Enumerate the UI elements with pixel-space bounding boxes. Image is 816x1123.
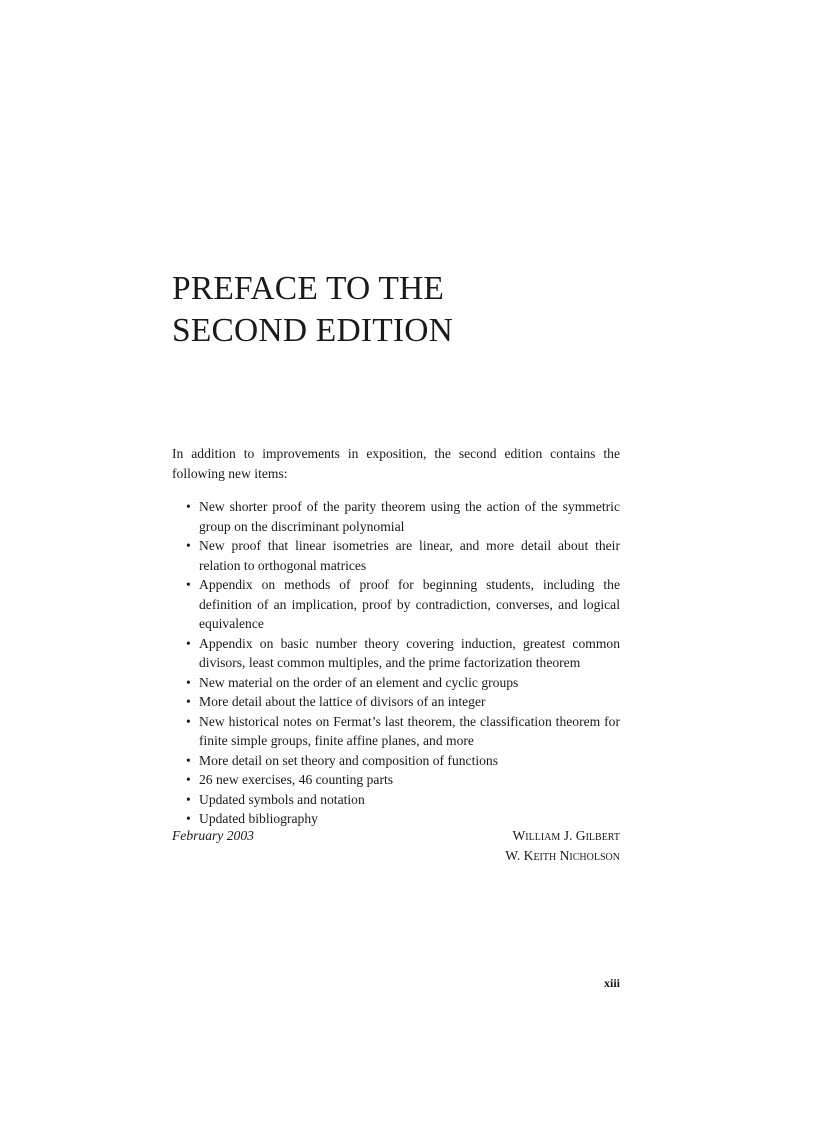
list-item bbox=[186, 751, 620, 771]
list-item-text: New shorter proof of the parity theorem using the action of the symmetric group on the discriminant polynomial bbox=[199, 499, 620, 534]
list-item bbox=[186, 673, 620, 693]
bullet-icon: • bbox=[186, 752, 191, 768]
bullet-icon: • bbox=[186, 577, 191, 592]
page-title bbox=[172, 268, 632, 352]
author-name: William J. Gilbert bbox=[512, 828, 620, 843]
list-item-text: Appendix on basic number theory covering induction, greatest common divisors, least common multiples, and the prime factorization theorem bbox=[199, 635, 620, 670]
bullet-icon: • bbox=[186, 694, 191, 709]
author-name: W. Keith Nicholson bbox=[505, 847, 620, 863]
list-item-text: More detail on set theory and composition of functions bbox=[199, 752, 499, 768]
bullet-icon: • bbox=[186, 713, 191, 729]
page-number: xiii bbox=[603, 976, 620, 990]
preface-body bbox=[172, 444, 620, 829]
signoff-date: February 2003 bbox=[172, 828, 254, 843]
list-item-text: New proof that linear isometries are linear, and more detail about their relation to orthogonal matrices bbox=[199, 538, 620, 573]
list-item bbox=[186, 712, 620, 751]
bullet-icon: • bbox=[186, 538, 191, 553]
intro-paragraph: In addition to improvements in exposition, the second edition contains the following new items: bbox=[172, 446, 620, 481]
list-item-text: New material on the order of an element and cyclic groups bbox=[199, 674, 519, 690]
list-item bbox=[186, 634, 620, 673]
bullet-icon: • bbox=[186, 811, 191, 826]
bullet-icon: • bbox=[186, 674, 191, 690]
list-item bbox=[186, 770, 620, 790]
bullet-icon: • bbox=[186, 772, 191, 787]
list-item-text: Updated bibliography bbox=[199, 811, 318, 826]
author-block bbox=[505, 826, 620, 865]
list-item-text: Updated symbols and notation bbox=[199, 791, 365, 807]
title-line-1: PREFACE TO THE bbox=[172, 270, 445, 307]
list-item bbox=[186, 536, 620, 575]
list-item bbox=[186, 575, 620, 634]
new-items-list bbox=[172, 497, 620, 829]
title-line-2: SECOND EDITION bbox=[172, 312, 454, 349]
list-item-text: Appendix on methods of proof for beginning students, including the definition of an implication, proof by contradiction, converses, and logical equivalence bbox=[199, 577, 620, 631]
bullet-icon: • bbox=[186, 791, 191, 807]
list-item bbox=[186, 692, 620, 712]
list-item-text: 26 new exercises, 46 counting parts bbox=[199, 772, 394, 787]
bullet-icon: • bbox=[186, 635, 191, 651]
list-item bbox=[186, 790, 620, 810]
bullet-icon: • bbox=[186, 499, 191, 514]
list-item bbox=[186, 497, 620, 536]
list-item-text: More detail about the lattice of divisors of an integer bbox=[199, 694, 486, 709]
list-item-text: New historical notes on Fermat’s last theorem, the classification theorem for finite simple groups, finite affine planes, and more bbox=[199, 713, 620, 748]
